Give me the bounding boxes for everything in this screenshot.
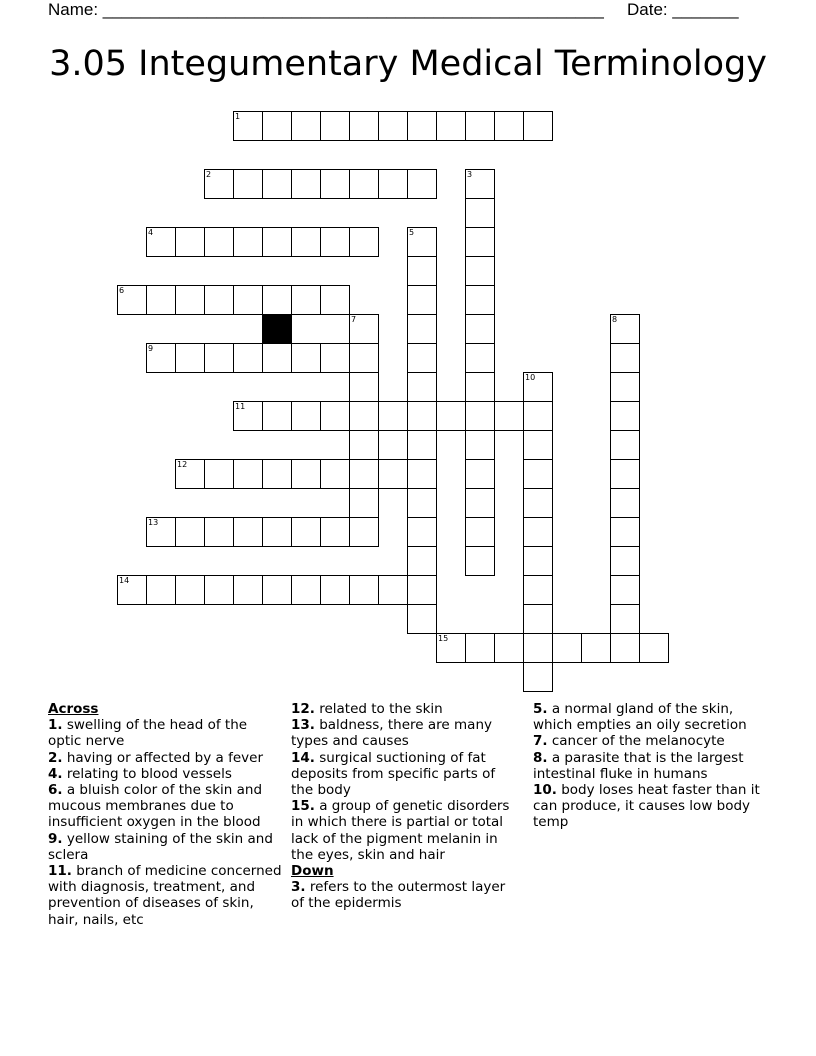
grid-cell[interactable] bbox=[523, 604, 553, 634]
grid-cell[interactable] bbox=[465, 633, 495, 663]
grid-cell[interactable] bbox=[146, 517, 176, 547]
grid-cell[interactable] bbox=[262, 111, 292, 141]
grid-cell[interactable] bbox=[465, 459, 495, 489]
grid-cell[interactable] bbox=[610, 343, 640, 373]
grid-cell[interactable] bbox=[378, 401, 408, 431]
grid-cell[interactable] bbox=[291, 111, 321, 141]
clue-number: 8 bbox=[612, 315, 618, 324]
grid-cell[interactable] bbox=[494, 401, 524, 431]
grid-cell[interactable] bbox=[233, 459, 263, 489]
grid-cell[interactable] bbox=[204, 459, 234, 489]
grid-cell[interactable] bbox=[378, 575, 408, 605]
grid-cell[interactable] bbox=[407, 459, 437, 489]
clue-down-7: 7. cancer of the melanocyte bbox=[533, 733, 725, 750]
grid-cell[interactable] bbox=[146, 285, 176, 315]
grid-cell[interactable] bbox=[262, 227, 292, 257]
grid-cell[interactable] bbox=[407, 343, 437, 373]
grid-cell[interactable] bbox=[175, 343, 205, 373]
grid-cell[interactable] bbox=[320, 285, 350, 315]
clues-column-3 bbox=[533, 701, 773, 831]
grid-cell[interactable] bbox=[407, 546, 437, 576]
grid-cell[interactable] bbox=[233, 575, 263, 605]
grid-cell[interactable] bbox=[262, 517, 292, 547]
grid-cell[interactable] bbox=[407, 227, 437, 257]
grid-cell[interactable] bbox=[204, 227, 234, 257]
grid-cell[interactable] bbox=[436, 401, 466, 431]
grid-cell[interactable] bbox=[349, 227, 379, 257]
grid-cell[interactable] bbox=[349, 343, 379, 373]
grid-cell[interactable] bbox=[436, 111, 466, 141]
grid-cell[interactable] bbox=[146, 575, 176, 605]
clue-across-12: 12. related to the skin bbox=[291, 701, 443, 717]
clue-number: 9 bbox=[148, 344, 154, 353]
grid-cell[interactable] bbox=[349, 111, 379, 141]
down-heading: Down bbox=[291, 863, 334, 880]
grid-cell[interactable] bbox=[610, 372, 640, 402]
grid-cell[interactable] bbox=[349, 372, 379, 402]
clue-number: 7 bbox=[351, 315, 357, 324]
grid-cell[interactable] bbox=[610, 459, 640, 489]
grid-cell[interactable] bbox=[610, 488, 640, 518]
clue-across-4: 4. relating to blood vessels bbox=[48, 765, 232, 782]
grid-cell[interactable] bbox=[610, 633, 640, 663]
grid-cell[interactable] bbox=[117, 575, 147, 605]
grid-cell[interactable] bbox=[407, 372, 437, 402]
name-field: Name: _____________________________________________________ bbox=[48, 0, 604, 19]
grid-cell[interactable] bbox=[320, 343, 350, 373]
grid-cell[interactable] bbox=[233, 227, 263, 257]
grid-cell[interactable] bbox=[639, 633, 669, 663]
clue-down-5: 5. a normal gland of the skin, which empties an oily secretion bbox=[533, 701, 747, 734]
grid-cell[interactable] bbox=[407, 430, 437, 460]
grid-cell[interactable] bbox=[146, 227, 176, 257]
clue-across-14: 14. surgical suctioning of fat deposits from specific parts of the body bbox=[291, 749, 496, 799]
grid-cell[interactable] bbox=[291, 343, 321, 373]
grid-cell[interactable] bbox=[407, 285, 437, 315]
grid-cell[interactable] bbox=[494, 633, 524, 663]
grid-cell[interactable] bbox=[465, 401, 495, 431]
clue-across-6: 6. a bluish color of the skin and mucous membranes due to insufficient oxygen in the blood bbox=[48, 782, 263, 831]
grid-cell[interactable] bbox=[349, 430, 379, 460]
clue-number: 10 bbox=[525, 373, 536, 382]
grid-cell[interactable] bbox=[407, 314, 437, 344]
grid-cell[interactable] bbox=[610, 314, 640, 344]
black-cell bbox=[262, 314, 292, 344]
clues-column-1 bbox=[48, 701, 284, 928]
clue-across-13: 13. baldness, there are many types and causes bbox=[291, 717, 492, 750]
grid-cell[interactable] bbox=[610, 517, 640, 547]
grid-cell[interactable] bbox=[465, 372, 495, 402]
grid-cell[interactable] bbox=[320, 111, 350, 141]
clues-column-2 bbox=[291, 701, 521, 912]
grid-cell[interactable] bbox=[262, 401, 292, 431]
clue-across-9: 9. yellow staining of the skin and sclera bbox=[48, 830, 273, 863]
grid-cell[interactable] bbox=[349, 517, 379, 547]
clue-number: 4 bbox=[148, 228, 154, 237]
grid-cell[interactable] bbox=[291, 169, 321, 199]
grid-cell[interactable] bbox=[407, 401, 437, 431]
clue-down-10: 10. body loses heat faster than it can produce, it causes low body temp bbox=[533, 782, 760, 831]
grid-cell[interactable] bbox=[320, 459, 350, 489]
grid-cell[interactable] bbox=[523, 401, 553, 431]
grid-cell[interactable] bbox=[262, 343, 292, 373]
grid-cell[interactable] bbox=[291, 227, 321, 257]
grid-cell[interactable] bbox=[233, 517, 263, 547]
grid-cell[interactable] bbox=[204, 517, 234, 547]
grid-cell[interactable] bbox=[320, 517, 350, 547]
clue-across-15: 15. a group of genetic disorders in which there is partial or total lack of the pigment melanin in the eyes, skin and hair bbox=[291, 798, 510, 863]
grid-cell[interactable] bbox=[523, 488, 553, 518]
grid-cell[interactable] bbox=[465, 343, 495, 373]
clue-number: 6 bbox=[119, 286, 125, 295]
grid-cell[interactable] bbox=[320, 169, 350, 199]
grid-cell[interactable] bbox=[175, 517, 205, 547]
grid-cell[interactable] bbox=[407, 488, 437, 518]
grid-cell[interactable] bbox=[465, 430, 495, 460]
grid-cell[interactable] bbox=[523, 662, 553, 692]
grid-cell[interactable] bbox=[407, 111, 437, 141]
grid-cell[interactable] bbox=[610, 575, 640, 605]
grid-cell[interactable] bbox=[407, 604, 437, 634]
clue-down-3: 3. refers to the outermost layer of the epidermis bbox=[291, 879, 506, 912]
grid-cell[interactable] bbox=[523, 430, 553, 460]
grid-cell[interactable] bbox=[204, 575, 234, 605]
grid-cell[interactable] bbox=[204, 343, 234, 373]
grid-cell[interactable] bbox=[349, 314, 379, 344]
page-title: 3.05 Integumentary Medical Terminology bbox=[49, 44, 767, 84]
grid-cell[interactable] bbox=[117, 285, 147, 315]
grid-cell[interactable] bbox=[465, 517, 495, 547]
grid-cell[interactable] bbox=[320, 227, 350, 257]
grid-cell[interactable] bbox=[320, 401, 350, 431]
clue-number: 5 bbox=[409, 228, 415, 237]
grid-cell[interactable] bbox=[378, 169, 408, 199]
grid-cell[interactable] bbox=[523, 633, 553, 663]
grid-cell[interactable] bbox=[262, 285, 292, 315]
grid-cell[interactable] bbox=[349, 488, 379, 518]
grid-cell[interactable] bbox=[204, 285, 234, 315]
clue-number: 2 bbox=[206, 170, 212, 179]
grid-cell[interactable] bbox=[349, 169, 379, 199]
clue-down-8: 8. a parasite that is the largest intestinal fluke in humans bbox=[533, 749, 744, 782]
grid-cell[interactable] bbox=[175, 285, 205, 315]
grid-cell[interactable] bbox=[262, 459, 292, 489]
grid-cell[interactable] bbox=[465, 256, 495, 286]
grid-cell[interactable] bbox=[349, 401, 379, 431]
grid-cell[interactable] bbox=[378, 459, 408, 489]
clue-number: 15 bbox=[438, 634, 449, 643]
grid-cell[interactable] bbox=[552, 633, 582, 663]
clue-across-11: 11. branch of medicine concerned with diagnosis, treatment, and prevention of diseases of skin, hair, nails, etc bbox=[48, 863, 282, 928]
grid-cell[interactable] bbox=[523, 517, 553, 547]
grid-cell[interactable] bbox=[465, 198, 495, 228]
grid-cell[interactable] bbox=[610, 401, 640, 431]
grid-cell[interactable] bbox=[233, 401, 263, 431]
grid-cell[interactable] bbox=[523, 372, 553, 402]
grid-cell[interactable] bbox=[610, 430, 640, 460]
grid-cell[interactable] bbox=[465, 546, 495, 576]
grid-cell[interactable] bbox=[175, 227, 205, 257]
grid-cell[interactable] bbox=[349, 459, 379, 489]
grid-cell[interactable] bbox=[436, 633, 466, 663]
clue-number: 1 bbox=[235, 112, 241, 121]
grid-cell[interactable] bbox=[465, 169, 495, 199]
grid-cell[interactable] bbox=[465, 111, 495, 141]
grid-cell[interactable] bbox=[233, 343, 263, 373]
grid-cell[interactable] bbox=[407, 169, 437, 199]
grid-cell[interactable] bbox=[233, 111, 263, 141]
grid-cell[interactable] bbox=[465, 227, 495, 257]
clue-number: 12 bbox=[177, 460, 188, 469]
grid-cell[interactable] bbox=[291, 459, 321, 489]
across-heading: Across bbox=[48, 701, 99, 717]
grid-cell[interactable] bbox=[407, 256, 437, 286]
clue-across-2: 2. having or affected by a fever bbox=[48, 749, 263, 766]
grid-cell[interactable] bbox=[523, 459, 553, 489]
grid-cell[interactable] bbox=[465, 314, 495, 344]
grid-cell[interactable] bbox=[291, 401, 321, 431]
grid-cell[interactable] bbox=[523, 111, 553, 141]
grid-cell[interactable] bbox=[204, 169, 234, 199]
clue-number: 13 bbox=[148, 518, 159, 527]
grid-cell[interactable] bbox=[465, 285, 495, 315]
grid-cell[interactable] bbox=[349, 575, 379, 605]
clue-number: 14 bbox=[119, 576, 130, 585]
grid-cell[interactable] bbox=[233, 169, 263, 199]
clue-number: 3 bbox=[467, 170, 473, 179]
grid-cell[interactable] bbox=[175, 459, 205, 489]
grid-cell[interactable] bbox=[262, 169, 292, 199]
grid-cell[interactable] bbox=[407, 517, 437, 547]
grid-cell[interactable] bbox=[291, 575, 321, 605]
grid-cell[interactable] bbox=[523, 575, 553, 605]
grid-cell[interactable] bbox=[610, 546, 640, 576]
grid-cell[interactable] bbox=[291, 517, 321, 547]
grid-cell[interactable] bbox=[175, 575, 205, 605]
grid-cell[interactable] bbox=[233, 285, 263, 315]
grid-cell[interactable] bbox=[320, 575, 350, 605]
grid-cell[interactable] bbox=[146, 343, 176, 373]
grid-cell[interactable] bbox=[378, 111, 408, 141]
grid-cell[interactable] bbox=[465, 488, 495, 518]
grid-cell[interactable] bbox=[610, 604, 640, 634]
clue-number: 11 bbox=[235, 402, 246, 411]
grid-cell[interactable] bbox=[523, 546, 553, 576]
grid-cell[interactable] bbox=[407, 575, 437, 605]
grid-cell[interactable] bbox=[581, 633, 611, 663]
grid-cell[interactable] bbox=[291, 285, 321, 315]
date-field: Date: _______ bbox=[627, 0, 739, 19]
grid-cell[interactable] bbox=[494, 111, 524, 141]
grid-cell[interactable] bbox=[262, 575, 292, 605]
clue-across-1: 1. swelling of the head of the optic nerve bbox=[48, 717, 248, 750]
